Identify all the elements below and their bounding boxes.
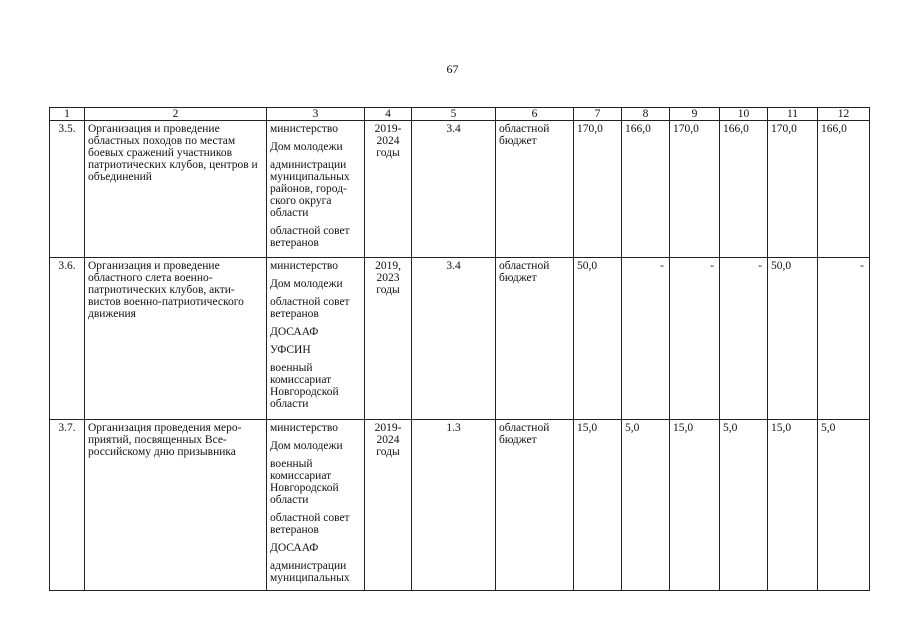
row-number: 3.6. <box>50 258 85 420</box>
value-cell: 170,0 <box>670 121 720 258</box>
executor: Дом молодежи <box>270 278 343 290</box>
executors-cell <box>267 258 365 420</box>
executor: УФСИН <box>270 344 311 356</box>
target-code: 3.4 <box>412 121 496 258</box>
period: 2019- 2024 годы <box>365 420 412 591</box>
executor: министерство <box>270 123 338 135</box>
executor: областной совет ветеранов <box>270 296 350 320</box>
value-cell: - <box>622 258 670 420</box>
column-number-row <box>50 108 870 121</box>
executor: ДОСААФ <box>270 326 319 338</box>
column-header: 3 <box>267 108 365 121</box>
value-cell: 170,0 <box>768 121 818 258</box>
executor: областной совет ветеранов <box>270 512 350 536</box>
period: 2019- 2024 годы <box>365 121 412 258</box>
column-header: 5 <box>412 108 496 121</box>
value-cell: 5,0 <box>720 420 768 591</box>
value-cell: 15,0 <box>670 420 720 591</box>
program-activities-table <box>49 107 870 591</box>
column-header: 2 <box>85 108 267 121</box>
value-cell: - <box>670 258 720 420</box>
executor: администрации муниципальных <box>270 560 350 584</box>
table-row <box>50 121 870 258</box>
value-cell: 170,0 <box>574 121 622 258</box>
period: 2019, 2023 годы <box>365 258 412 420</box>
value-cell: 15,0 <box>768 420 818 591</box>
executor: Дом молодежи <box>270 440 343 452</box>
row-number: 3.5. <box>50 121 85 258</box>
executors-cell <box>267 121 365 258</box>
executors-cell <box>267 420 365 591</box>
column-header: 6 <box>496 108 574 121</box>
funding-source: областной бюджет <box>496 121 574 258</box>
executor: ДОСААФ <box>270 542 319 554</box>
executor: военный комиссариат Новгородской области <box>270 458 339 506</box>
executor: министерство <box>270 422 338 434</box>
value-cell: 166,0 <box>720 121 768 258</box>
value-cell: 166,0 <box>622 121 670 258</box>
target-code: 1.3 <box>412 420 496 591</box>
value-cell: - <box>720 258 768 420</box>
value-cell: 50,0 <box>768 258 818 420</box>
row-number: 3.7. <box>50 420 85 591</box>
column-header: 1 <box>50 108 85 121</box>
column-header: 10 <box>720 108 768 121</box>
value-cell: 50,0 <box>574 258 622 420</box>
column-header: 11 <box>768 108 818 121</box>
executor: министерство <box>270 260 338 272</box>
value-cell: 166,0 <box>818 121 870 258</box>
executor: военный комиссариат Новгородской области <box>270 362 339 410</box>
target-code: 3.4 <box>412 258 496 420</box>
activity-name: Организация и проведение областных походов по местам боевых сражений участников патриотических клубов, центров и объединений <box>85 121 267 258</box>
column-header: 8 <box>622 108 670 121</box>
table-row <box>50 420 870 591</box>
activity-name: Организация и проведение областного слета военно-патриотических клубов, акти-вистов военно-патриотического движения <box>85 258 267 420</box>
value-cell: 5,0 <box>818 420 870 591</box>
page-number: 67 <box>446 62 459 76</box>
executor: Дом молодежи <box>270 141 343 153</box>
value-cell: - <box>818 258 870 420</box>
funding-source: областной бюджет <box>496 420 574 591</box>
funding-source: областной бюджет <box>496 258 574 420</box>
column-header: 4 <box>365 108 412 121</box>
executor: администрации муниципальных районов, город-ского округа области <box>270 159 350 219</box>
value-cell: 15,0 <box>574 420 622 591</box>
table-row <box>50 258 870 420</box>
column-header: 12 <box>818 108 870 121</box>
column-header: 7 <box>574 108 622 121</box>
executor: областной совет ветеранов <box>270 225 350 249</box>
value-cell: 5,0 <box>622 420 670 591</box>
activity-name: Организация проведения меро-приятий, посвященных Все-российскому дню призывника <box>85 420 267 591</box>
column-header: 9 <box>670 108 720 121</box>
